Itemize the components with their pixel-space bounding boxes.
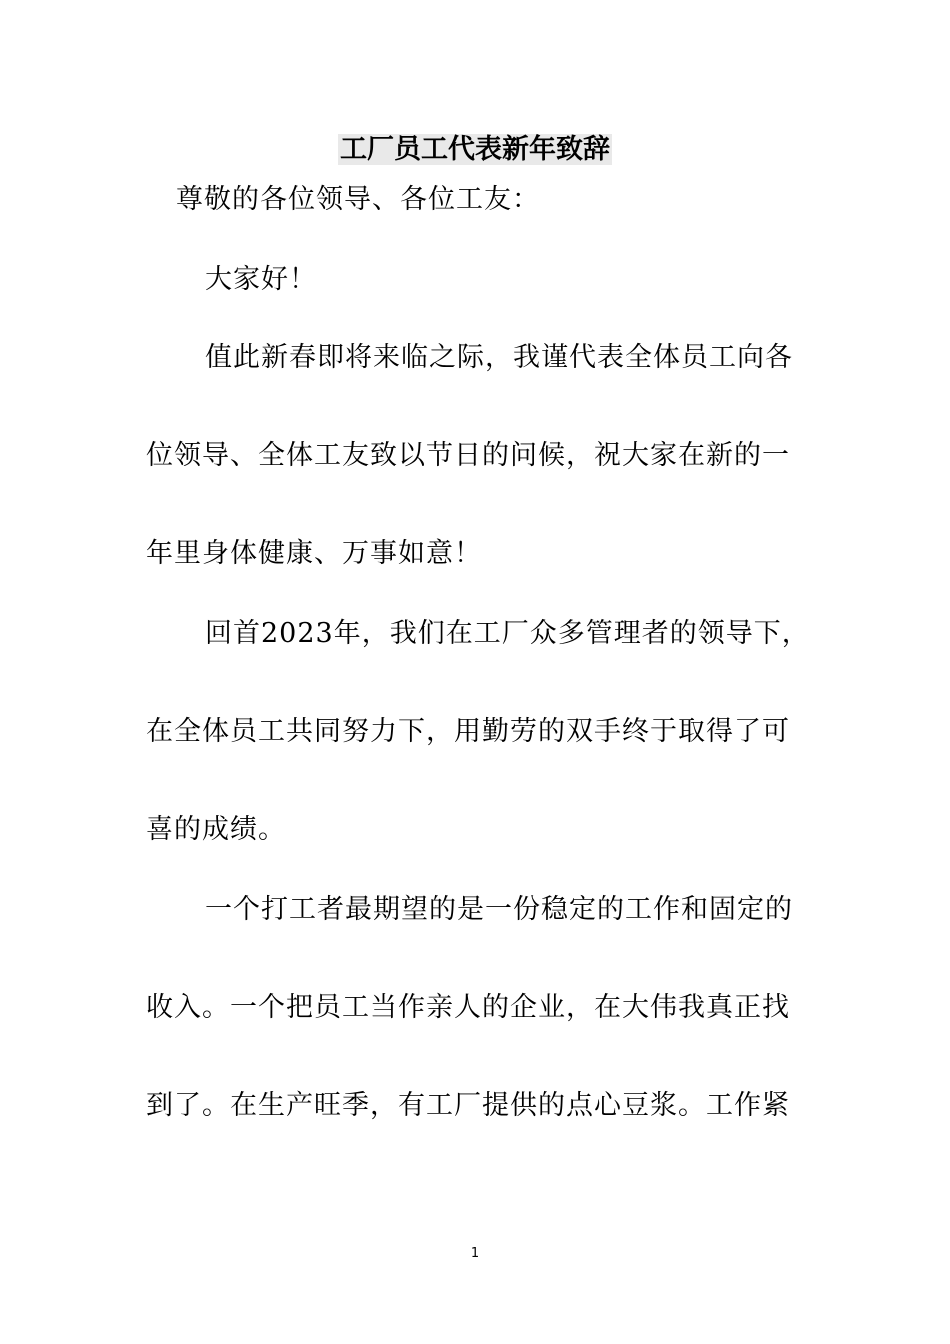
paragraph-line: 值此新春即将来临之际，我谨代表全体员工向各 <box>205 342 793 373</box>
paragraph-line: 年里身体健康、万事如意！ <box>146 538 482 569</box>
paragraph-line-greeting: 大家好！ <box>205 264 317 295</box>
paragraph-line: 在全体员工共同努力下，用勤劳的双手终于取得了可 <box>146 716 790 747</box>
paragraph-line: 到了。在生产旺季，有工厂提供的点心豆浆。工作紧 <box>146 1090 790 1121</box>
salutation: 尊敬的各位领导、各位工友： <box>176 184 540 215</box>
document-title-text: 工厂员工代表新年致辞 <box>340 134 610 165</box>
paragraph-line: 喜的成绩。 <box>146 814 286 845</box>
paragraph-line: 回首2023年，我们在工厂众多管理者的领导下， <box>205 618 810 649</box>
paragraph-line: 收入。一个把员工当作亲人的企业，在大伟我真正找 <box>146 992 790 1023</box>
document-title <box>0 130 950 170</box>
paragraph-line: 一个打工者最期望的是一份稳定的工作和固定的 <box>205 894 793 925</box>
page-number: 1 <box>470 1246 480 1261</box>
paragraph-line: 位领导、全体工友致以节日的问候，祝大家在新的一 <box>146 440 790 471</box>
